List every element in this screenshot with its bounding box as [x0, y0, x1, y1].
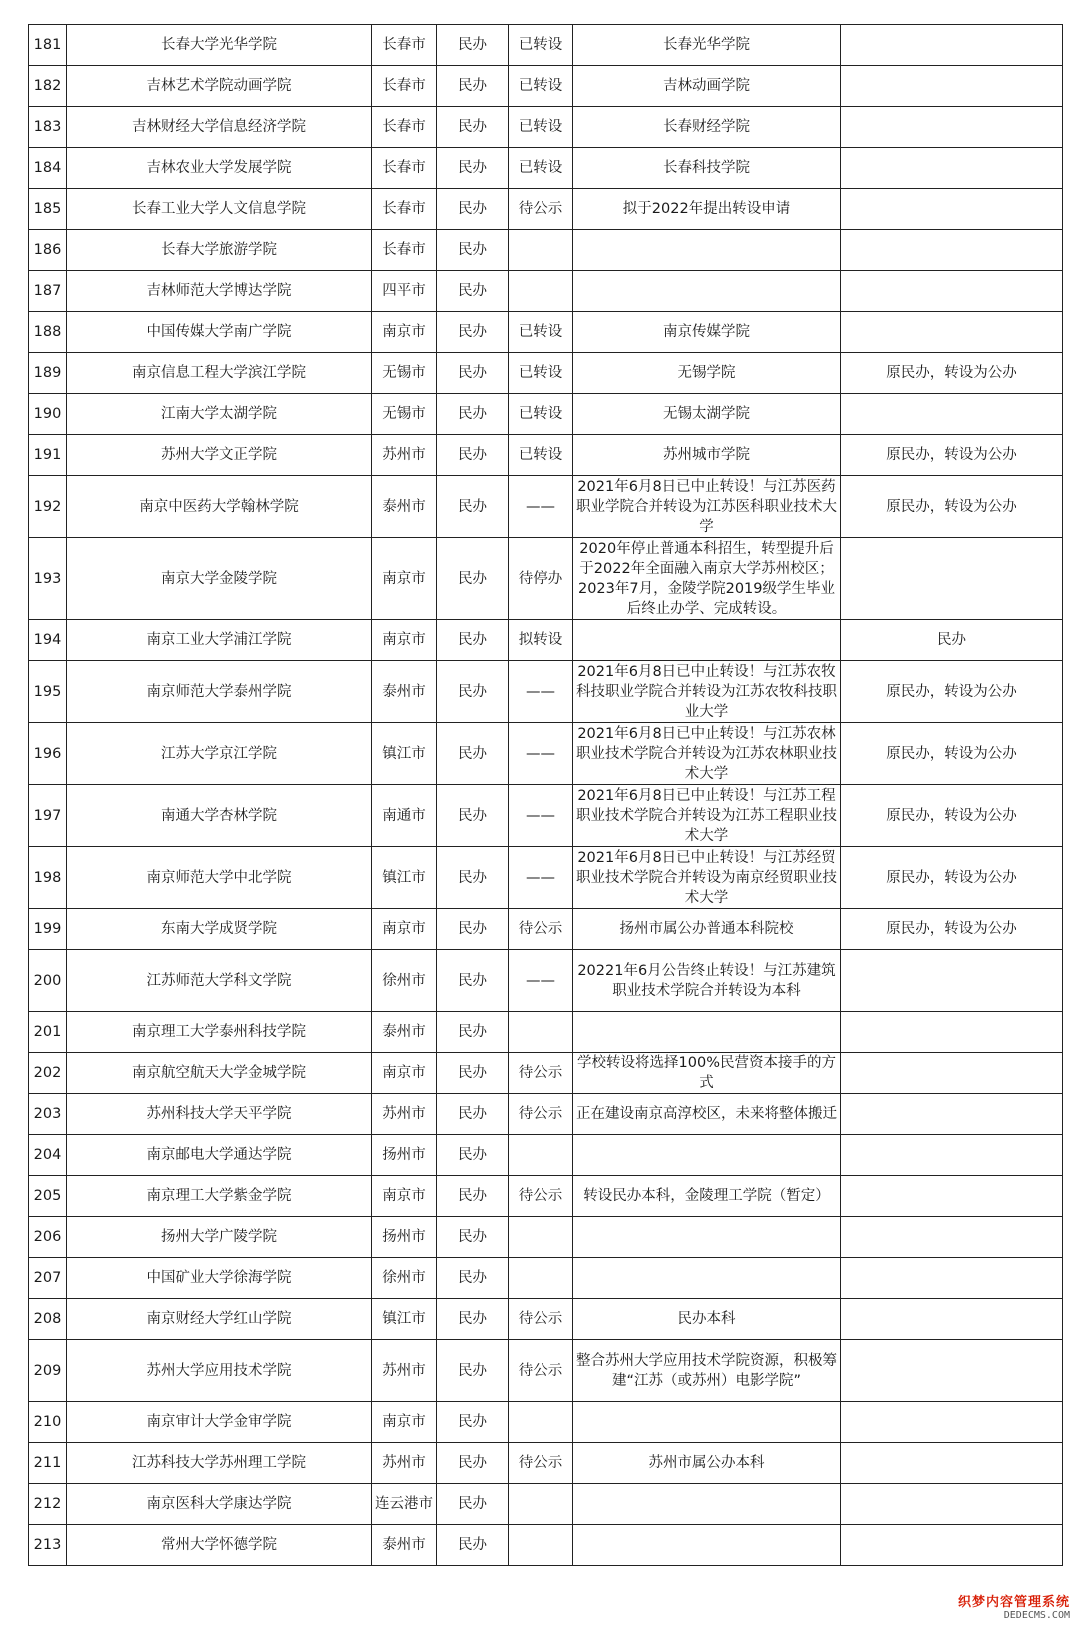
- college-name: 江苏大学京江学院: [67, 723, 372, 785]
- row-number: 188: [29, 312, 67, 353]
- remark: [841, 271, 1063, 312]
- table-row: [29, 847, 1063, 909]
- college-name: 江苏科技大学苏州理工学院: [67, 1443, 372, 1484]
- city: 苏州市: [372, 1094, 437, 1135]
- transfer-status: 已转设: [509, 394, 573, 435]
- transfer-status: 已转设: [509, 107, 573, 148]
- transfer-note: 无锡学院: [573, 353, 841, 394]
- row-number: 213: [29, 1525, 67, 1566]
- transfer-status: ——: [509, 785, 573, 847]
- transfer-note: [573, 1484, 841, 1525]
- school-type: 民办: [437, 1053, 509, 1094]
- transfer-note: 20221年6月公告终止转设！与江苏建筑职业技术学院合并转设为本科: [573, 950, 841, 1012]
- school-type: 民办: [437, 312, 509, 353]
- city: 南京市: [372, 1176, 437, 1217]
- remark: [841, 950, 1063, 1012]
- transfer-status: [509, 1012, 573, 1053]
- row-number: 182: [29, 66, 67, 107]
- row-number: 206: [29, 1217, 67, 1258]
- table-row: [29, 661, 1063, 723]
- table-row: [29, 1402, 1063, 1443]
- remark: 原民办，转设为公办: [841, 909, 1063, 950]
- row-number: 198: [29, 847, 67, 909]
- table-row: [29, 1094, 1063, 1135]
- school-type: 民办: [437, 1340, 509, 1402]
- row-number: 189: [29, 353, 67, 394]
- row-number: 196: [29, 723, 67, 785]
- row-number: 187: [29, 271, 67, 312]
- row-number: 202: [29, 1053, 67, 1094]
- remark: [841, 1299, 1063, 1340]
- transfer-status: 已转设: [509, 25, 573, 66]
- transfer-note: 长春光华学院: [573, 25, 841, 66]
- school-type: 民办: [437, 1094, 509, 1135]
- table-row: [29, 1258, 1063, 1299]
- transfer-status: 已转设: [509, 353, 573, 394]
- school-type: 民办: [437, 66, 509, 107]
- transfer-note: 南京传媒学院: [573, 312, 841, 353]
- remark: [841, 66, 1063, 107]
- school-type: 民办: [437, 148, 509, 189]
- city: 连云港市: [372, 1484, 437, 1525]
- school-type: 民办: [437, 353, 509, 394]
- transfer-note: 无锡太湖学院: [573, 394, 841, 435]
- college-name: 南京师范大学泰州学院: [67, 661, 372, 723]
- school-type: 民办: [437, 1176, 509, 1217]
- transfer-status: [509, 1258, 573, 1299]
- college-name: 南京审计大学金审学院: [67, 1402, 372, 1443]
- row-number: 211: [29, 1443, 67, 1484]
- college-name: 南通大学杏林学院: [67, 785, 372, 847]
- row-number: 201: [29, 1012, 67, 1053]
- table-row: [29, 271, 1063, 312]
- transfer-status: [509, 230, 573, 271]
- college-name: 常州大学怀德学院: [67, 1525, 372, 1566]
- transfer-note: 转设民办本科，金陵理工学院（暂定）: [573, 1176, 841, 1217]
- transfer-note: [573, 271, 841, 312]
- city: 苏州市: [372, 1443, 437, 1484]
- transfer-status: [509, 1525, 573, 1566]
- college-name: 南京邮电大学通达学院: [67, 1135, 372, 1176]
- college-name: 南京中医药大学翰林学院: [67, 476, 372, 538]
- remark: [841, 189, 1063, 230]
- transfer-status: ——: [509, 950, 573, 1012]
- college-name: 中国传媒大学南广学院: [67, 312, 372, 353]
- school-type: 民办: [437, 1525, 509, 1566]
- row-number: 183: [29, 107, 67, 148]
- row-number: 194: [29, 620, 67, 661]
- school-type: 民办: [437, 271, 509, 312]
- college-name: 扬州大学广陵学院: [67, 1217, 372, 1258]
- transfer-status: 已转设: [509, 312, 573, 353]
- city: 长春市: [372, 25, 437, 66]
- table-row: [29, 435, 1063, 476]
- transfer-status: 待公示: [509, 1443, 573, 1484]
- remark: 原民办，转设为公办: [841, 723, 1063, 785]
- row-number: 185: [29, 189, 67, 230]
- city: 徐州市: [372, 950, 437, 1012]
- college-table: [28, 24, 1063, 1566]
- row-number: 181: [29, 25, 67, 66]
- row-number: 193: [29, 538, 67, 620]
- transfer-status: [509, 1484, 573, 1525]
- remark: [841, 394, 1063, 435]
- table-row: [29, 230, 1063, 271]
- city: 南京市: [372, 1402, 437, 1443]
- city: 泰州市: [372, 1012, 437, 1053]
- transfer-status: ——: [509, 661, 573, 723]
- transfer-status: 待公示: [509, 1094, 573, 1135]
- school-type: 民办: [437, 25, 509, 66]
- college-name: 南京师范大学中北学院: [67, 847, 372, 909]
- city: 无锡市: [372, 394, 437, 435]
- school-type: 民办: [437, 1443, 509, 1484]
- school-type: 民办: [437, 107, 509, 148]
- transfer-status: 已转设: [509, 435, 573, 476]
- table-row: [29, 1299, 1063, 1340]
- city: 泰州市: [372, 661, 437, 723]
- table-row: [29, 1484, 1063, 1525]
- row-number: 207: [29, 1258, 67, 1299]
- table-row: [29, 107, 1063, 148]
- city: 镇江市: [372, 723, 437, 785]
- remark: [841, 148, 1063, 189]
- transfer-status: 待公示: [509, 1340, 573, 1402]
- remark: 民办: [841, 620, 1063, 661]
- transfer-note: 苏州城市学院: [573, 435, 841, 476]
- city: 长春市: [372, 66, 437, 107]
- row-number: 205: [29, 1176, 67, 1217]
- college-name: 南京信息工程大学滨江学院: [67, 353, 372, 394]
- row-number: 199: [29, 909, 67, 950]
- remark: [841, 1443, 1063, 1484]
- transfer-note: 整合苏州大学应用技术学院资源，积极筹建“江苏（或苏州）电影学院”: [573, 1340, 841, 1402]
- table-row: [29, 1135, 1063, 1176]
- college-name: 南京工业大学浦江学院: [67, 620, 372, 661]
- transfer-note: 民办本科: [573, 1299, 841, 1340]
- table-row: [29, 1443, 1063, 1484]
- city: 苏州市: [372, 1340, 437, 1402]
- city: 长春市: [372, 107, 437, 148]
- transfer-status: ——: [509, 847, 573, 909]
- transfer-note: 学校转设将选择100%民营资本接手的方式: [573, 1053, 841, 1094]
- table-row: [29, 25, 1063, 66]
- row-number: 186: [29, 230, 67, 271]
- table-row: [29, 1012, 1063, 1053]
- transfer-note: [573, 1402, 841, 1443]
- remark: [841, 1258, 1063, 1299]
- remark: [841, 1402, 1063, 1443]
- row-number: 209: [29, 1340, 67, 1402]
- table-row: [29, 476, 1063, 538]
- table-row: [29, 950, 1063, 1012]
- table-row: [29, 785, 1063, 847]
- transfer-status: ——: [509, 476, 573, 538]
- city: 长春市: [372, 148, 437, 189]
- remark: [841, 1135, 1063, 1176]
- table-row: [29, 1176, 1063, 1217]
- transfer-note: 正在建设南京高淳校区，未来将整体搬迁: [573, 1094, 841, 1135]
- school-type: 民办: [437, 538, 509, 620]
- transfer-status: [509, 1135, 573, 1176]
- city: 南京市: [372, 538, 437, 620]
- transfer-note: 2021年6月8日已中止转设！与江苏医药职业学院合并转设为江苏医科职业技术大学: [573, 476, 841, 538]
- table-row: [29, 66, 1063, 107]
- watermark: [958, 1591, 1070, 1621]
- remark: [841, 1217, 1063, 1258]
- table-row: [29, 353, 1063, 394]
- transfer-note: [573, 1217, 841, 1258]
- transfer-note: 2021年6月8日已中止转设！与江苏工程职业技术学院合并转设为江苏工程职业技术大学: [573, 785, 841, 847]
- college-name: 南京航空航天大学金城学院: [67, 1053, 372, 1094]
- row-number: 200: [29, 950, 67, 1012]
- transfer-note: 长春科技学院: [573, 148, 841, 189]
- transfer-note: 2020年停止普通本科招生，转型提升后于2022年全面融入南京大学苏州校区；2023年7月，金陵学院2019级学生毕业后终止办学、完成转设。: [573, 538, 841, 620]
- transfer-note: [573, 1012, 841, 1053]
- college-name: 南京医科大学康达学院: [67, 1484, 372, 1525]
- school-type: 民办: [437, 723, 509, 785]
- school-type: 民办: [437, 950, 509, 1012]
- school-type: 民办: [437, 1217, 509, 1258]
- table-row: [29, 312, 1063, 353]
- remark: [841, 1053, 1063, 1094]
- school-type: 民办: [437, 394, 509, 435]
- row-number: 184: [29, 148, 67, 189]
- table-row: [29, 723, 1063, 785]
- school-type: 民办: [437, 785, 509, 847]
- transfer-status: [509, 1402, 573, 1443]
- city: 泰州市: [372, 476, 437, 538]
- college-name: 南京理工大学紫金学院: [67, 1176, 372, 1217]
- school-type: 民办: [437, 230, 509, 271]
- transfer-note: 苏州市属公办本科: [573, 1443, 841, 1484]
- transfer-status: 待公示: [509, 1053, 573, 1094]
- remark: [841, 538, 1063, 620]
- remark: 原民办，转设为公办: [841, 435, 1063, 476]
- remark: [841, 1094, 1063, 1135]
- transfer-status: 已转设: [509, 66, 573, 107]
- transfer-note: [573, 1135, 841, 1176]
- row-number: 192: [29, 476, 67, 538]
- city: 南京市: [372, 909, 437, 950]
- transfer-note: 2021年6月8日已中止转设！与江苏经贸职业技术学院合并转设为南京经贸职业技术大学: [573, 847, 841, 909]
- row-number: 208: [29, 1299, 67, 1340]
- city: 四平市: [372, 271, 437, 312]
- row-number: 204: [29, 1135, 67, 1176]
- transfer-note: 长春财经学院: [573, 107, 841, 148]
- transfer-status: 待公示: [509, 1299, 573, 1340]
- city: 南京市: [372, 1053, 437, 1094]
- transfer-status: [509, 271, 573, 312]
- transfer-note: 吉林动画学院: [573, 66, 841, 107]
- remark: [841, 230, 1063, 271]
- school-type: 民办: [437, 476, 509, 538]
- city: 扬州市: [372, 1217, 437, 1258]
- table-row: [29, 148, 1063, 189]
- remark: [841, 107, 1063, 148]
- transfer-note: [573, 1525, 841, 1566]
- transfer-status: 待公示: [509, 1176, 573, 1217]
- school-type: 民办: [437, 661, 509, 723]
- transfer-note: 2021年6月8日已中止转设！与江苏农牧科技职业学院合并转设为江苏农牧科技职业大学: [573, 661, 841, 723]
- transfer-status: ——: [509, 723, 573, 785]
- college-name: 苏州大学文正学院: [67, 435, 372, 476]
- table-row: [29, 1525, 1063, 1566]
- college-name: 东南大学成贤学院: [67, 909, 372, 950]
- city: 南京市: [372, 620, 437, 661]
- row-number: 212: [29, 1484, 67, 1525]
- city: 南通市: [372, 785, 437, 847]
- row-number: 190: [29, 394, 67, 435]
- school-type: 民办: [437, 1258, 509, 1299]
- school-type: 民办: [437, 1299, 509, 1340]
- college-name: 吉林艺术学院动画学院: [67, 66, 372, 107]
- city: 镇江市: [372, 847, 437, 909]
- city: 苏州市: [372, 435, 437, 476]
- college-name: 吉林财经大学信息经济学院: [67, 107, 372, 148]
- transfer-note: [573, 620, 841, 661]
- college-name: 苏州大学应用技术学院: [67, 1340, 372, 1402]
- table-row: [29, 1053, 1063, 1094]
- city: 南京市: [372, 312, 437, 353]
- remark: 原民办，转设为公办: [841, 661, 1063, 723]
- remark: 原民办，转设为公办: [841, 847, 1063, 909]
- table-row: [29, 189, 1063, 230]
- remark: [841, 1340, 1063, 1402]
- row-number: 203: [29, 1094, 67, 1135]
- college-name: 中国矿业大学徐海学院: [67, 1258, 372, 1299]
- school-type: 民办: [437, 909, 509, 950]
- transfer-status: 待公示: [509, 909, 573, 950]
- transfer-note: [573, 1258, 841, 1299]
- college-name: 长春大学光华学院: [67, 25, 372, 66]
- college-name: 江南大学太湖学院: [67, 394, 372, 435]
- college-name: 长春工业大学人文信息学院: [67, 189, 372, 230]
- school-type: 民办: [437, 189, 509, 230]
- table-row: [29, 394, 1063, 435]
- table-row: [29, 1217, 1063, 1258]
- school-type: 民办: [437, 847, 509, 909]
- school-type: 民办: [437, 1012, 509, 1053]
- row-number: 197: [29, 785, 67, 847]
- remark: [841, 25, 1063, 66]
- college-name: 长春大学旅游学院: [67, 230, 372, 271]
- school-type: 民办: [437, 435, 509, 476]
- school-type: 民办: [437, 1484, 509, 1525]
- remark: [841, 1525, 1063, 1566]
- table-row: [29, 620, 1063, 661]
- remark: 原民办，转设为公办: [841, 476, 1063, 538]
- city: 长春市: [372, 189, 437, 230]
- city: 徐州市: [372, 1258, 437, 1299]
- city: 长春市: [372, 230, 437, 271]
- transfer-note: 扬州市属公办普通本科院校: [573, 909, 841, 950]
- city: 无锡市: [372, 353, 437, 394]
- school-type: 民办: [437, 620, 509, 661]
- watermark-title: 织梦内容管理系统: [957, 1595, 1070, 1610]
- college-name: 南京财经大学红山学院: [67, 1299, 372, 1340]
- college-name: 南京大学金陵学院: [67, 538, 372, 620]
- remark: [841, 1484, 1063, 1525]
- school-type: 民办: [437, 1402, 509, 1443]
- remark: [841, 1176, 1063, 1217]
- college-name: 南京理工大学泰州科技学院: [67, 1012, 372, 1053]
- school-type: 民办: [437, 1135, 509, 1176]
- college-name: 江苏师范大学科文学院: [67, 950, 372, 1012]
- city: 扬州市: [372, 1135, 437, 1176]
- row-number: 195: [29, 661, 67, 723]
- college-table-body: [29, 25, 1063, 1566]
- transfer-note: 拟于2022年提出转设申请: [573, 189, 841, 230]
- college-name: 吉林师范大学博达学院: [67, 271, 372, 312]
- remark: [841, 1012, 1063, 1053]
- remark: 原民办，转设为公办: [841, 785, 1063, 847]
- transfer-status: 拟转设: [509, 620, 573, 661]
- college-name: 吉林农业大学发展学院: [67, 148, 372, 189]
- transfer-status: 待停办: [509, 538, 573, 620]
- transfer-note: 2021年6月8日已中止转设！与江苏农林职业技术学院合并转设为江苏农林职业技术大学: [573, 723, 841, 785]
- remark: 原民办，转设为公办: [841, 353, 1063, 394]
- transfer-status: 已转设: [509, 148, 573, 189]
- city: 镇江市: [372, 1299, 437, 1340]
- table-row: [29, 909, 1063, 950]
- transfer-note: [573, 230, 841, 271]
- row-number: 191: [29, 435, 67, 476]
- remark: [841, 312, 1063, 353]
- college-name: 苏州科技大学天平学院: [67, 1094, 372, 1135]
- row-number: 210: [29, 1402, 67, 1443]
- transfer-status: [509, 1217, 573, 1258]
- city: 泰州市: [372, 1525, 437, 1566]
- transfer-status: 待公示: [509, 189, 573, 230]
- watermark-domain: DEDECMS.COM: [1003, 1610, 1070, 1621]
- table-row: [29, 538, 1063, 620]
- table-row: [29, 1340, 1063, 1402]
